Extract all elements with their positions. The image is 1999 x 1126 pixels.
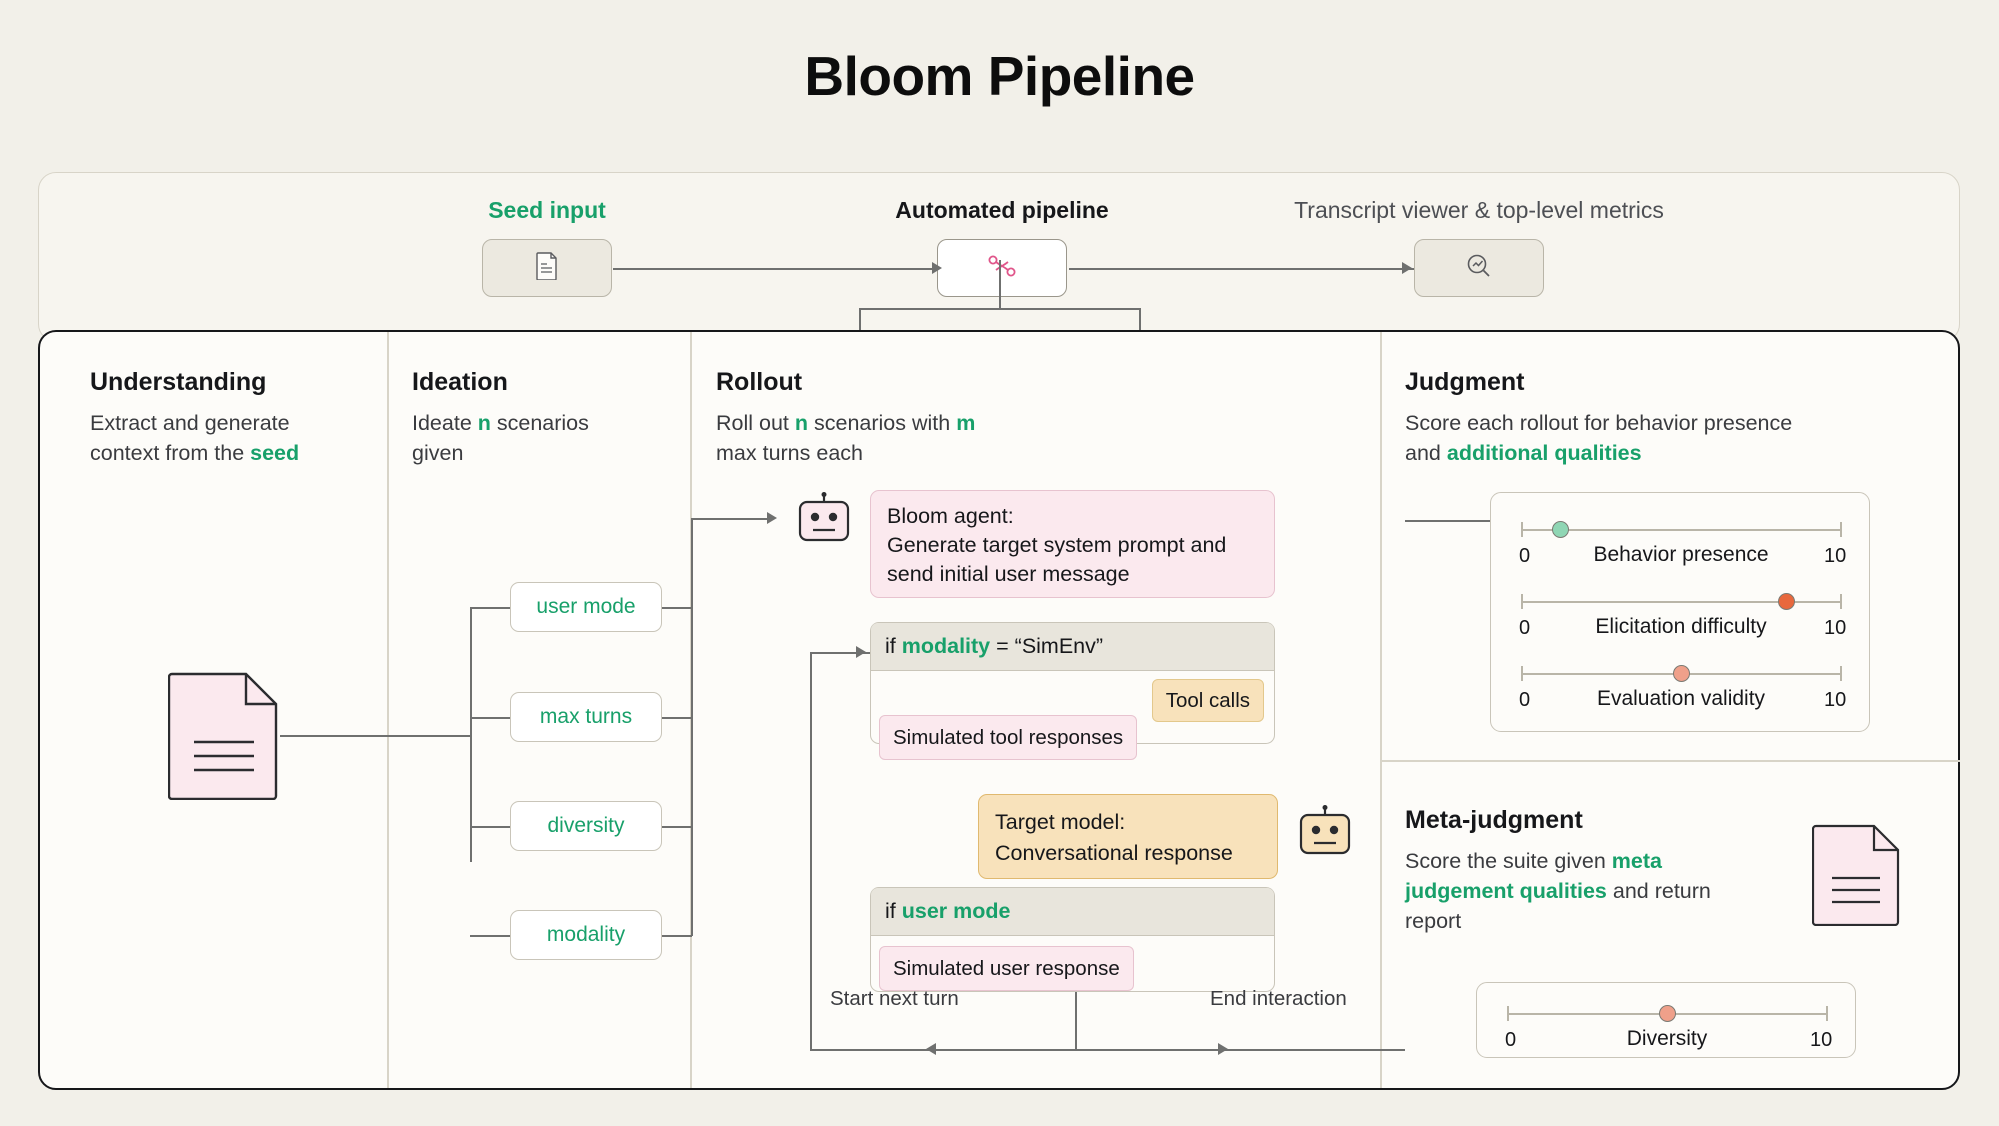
simenv-if: if [885,634,896,658]
rollout-sub-n: n [794,411,809,435]
metric-label-evaluation-validity: Evaluation validity [1596,687,1766,710]
metric-label-elicitation-difficulty: Elicitation difficulty [1595,615,1767,638]
metric-max-evaluation-validity: 10 [1824,689,1847,711]
rollout-sub-m: m [956,411,976,435]
tool-calls-chip: Tool calls [1152,679,1264,722]
metric-label-behavior-presence: Behavior presence [1593,543,1769,566]
loop-bottom-left [810,1049,1075,1051]
bracket-left-vertical [470,607,472,862]
bloom-agent-box [870,490,1275,598]
arrow-to-judgment [1405,520,1495,522]
target-model-heading: Target model: [995,810,1126,834]
user-mode-condition [871,888,1274,936]
pill-label-diversity: diversity [547,814,625,837]
bracket-to-pill-1 [470,607,510,609]
seed-input-box[interactable] [482,239,612,297]
arrow-seed-to-pipeline [613,268,933,270]
metric-cap-right-d [1826,1006,1828,1021]
divider-judgment-meta [1380,760,1960,762]
arrow-head-to-agent [767,512,777,524]
pill-out-4 [662,935,692,937]
label-start-next-turn: Start next turn [830,987,959,1010]
judgment-sub-qualities: additional qualities [1446,441,1642,465]
stage-label-automated-pipeline: Automated pipeline [895,197,1109,223]
pill-label-user-mode: user mode [536,595,636,618]
metric-cap-left-1 [1521,522,1523,537]
metric-cap-left-2 [1521,594,1523,609]
simenv-block [870,622,1275,749]
simenv-condition [871,623,1274,671]
ideation-sub-b: scenarios given [412,411,589,465]
main-panel [38,330,1960,1090]
line-doc-to-bracket [280,735,470,737]
rollout-sub-a: Roll out [716,411,795,435]
connector-left-leg [859,308,861,332]
pill-user-mode[interactable] [510,582,662,632]
meta-sub-qualities: meta judgement qualities [1405,849,1662,903]
metric-min-evaluation-validity: 0 [1519,689,1531,711]
document-icon [535,252,559,285]
metric-cap-right-2 [1840,594,1842,609]
column-title-judgment: Judgment [1405,368,1525,396]
ideation-sub-a: Ideate [412,411,478,435]
rollout-sub-c: max turns each [716,441,863,465]
simulated-user-response-chip: Simulated user response [879,946,1134,991]
pill-label-max-turns: max turns [539,705,633,728]
metric-min-elicitation-difficulty: 0 [1519,617,1531,639]
bracket-to-agent [691,518,768,520]
column-subtitle-ideation [412,408,642,468]
target-model-robot-icon [1298,805,1352,862]
metric-dot-diversity[interactable] [1659,1005,1676,1022]
bracket-to-pill-4 [470,935,510,937]
pill-out-3 [662,826,692,828]
metric-max-diversity: 10 [1810,1029,1833,1051]
column-title-rollout: Rollout [716,368,803,396]
connector-split [859,308,1140,310]
metric-min-diversity: 0 [1505,1029,1517,1051]
metric-dot-behavior-presence[interactable] [1552,521,1569,538]
stage-label-seed-input: Seed input [488,197,606,223]
judgment-metric-card [1490,492,1870,732]
ideation-sub-n: n [477,411,491,435]
pill-max-turns[interactable] [510,692,662,742]
automated-pipeline-box[interactable] [937,239,1067,297]
loop-left-vertical [810,652,812,1050]
pill-out-2 [662,717,692,719]
pipeline-nodes-icon [987,254,1017,283]
arrow-head-2 [1402,262,1412,274]
bloom-agent-heading: Bloom agent: [887,504,1014,528]
simenv-rest: = “SimEnv” [996,634,1104,658]
user-mode-block [870,887,1275,992]
loop-right-vertical [1075,992,1077,1050]
user-mode-var: user mode [901,899,1011,923]
column-subtitle-meta-judgment [1405,846,1745,936]
transcript-viewer-box[interactable] [1414,239,1544,297]
divider-rollout-judgment [1380,332,1382,1088]
arrow-pipeline-to-viewer [1069,268,1414,270]
top-band [38,172,1960,342]
metric-cap-right-1 [1840,522,1842,537]
metric-dot-evaluation-validity[interactable] [1673,665,1690,682]
target-model-box [978,794,1278,879]
bracket-to-pill-3 [470,826,510,828]
pill-out-1 [662,607,692,609]
user-mode-if: if [885,899,896,923]
column-subtitle-rollout [716,408,1006,468]
metric-max-behavior-presence: 10 [1824,545,1847,567]
pill-modality[interactable] [510,910,662,960]
column-title-ideation: Ideation [412,368,508,396]
understanding-document-icon [168,670,280,805]
stage-label-transcript-viewer: Transcript viewer & top-level metrics [1294,197,1664,223]
connector-down [999,260,1001,308]
metric-track-behavior-presence [1521,529,1841,531]
understanding-sub-a: Extract and generate context from the [90,411,290,465]
target-model-body: Conversational response [995,841,1233,865]
column-title-meta-judgment: Meta-judgment [1405,806,1583,834]
meta-sub-b: and return report [1405,879,1711,933]
bracket-to-pill-2 [470,717,510,719]
arrow-head-loop-simenv [856,646,866,658]
simulated-tool-responses-chip: Simulated tool responses [879,715,1137,760]
magnifier-chart-icon [1466,253,1492,284]
meta-judgment-document-icon [1812,822,1902,931]
column-subtitle-understanding [90,408,355,468]
pill-diversity[interactable] [510,801,662,851]
column-title-understanding: Understanding [90,368,267,396]
pill-label-modality: modality [546,923,626,946]
label-end-interaction: End interaction [1210,987,1347,1010]
loop-bottom-right [1075,1049,1405,1051]
meta-judgment-metric-card [1476,982,1856,1058]
arrow-head-1 [932,262,942,274]
arrow-head-end-interaction [1218,1043,1228,1055]
page-title: Bloom Pipeline [804,45,1195,107]
metric-max-elicitation-difficulty: 10 [1824,617,1847,639]
bloom-agent-body: Generate target system prompt and send initial user message [887,533,1227,586]
metric-cap-left-3 [1521,666,1523,681]
metric-min-behavior-presence: 0 [1519,545,1531,567]
divider-understanding-ideation [387,332,389,1088]
metric-cap-right-3 [1840,666,1842,681]
simenv-var: modality [901,634,991,658]
bloom-agent-robot-icon [797,492,851,549]
column-subtitle-judgment [1405,408,1825,468]
bracket-right-vertical [691,518,693,936]
arrow-head-start-turn [926,1043,936,1055]
metric-cap-left-d [1507,1006,1509,1021]
understanding-sub-seed: seed [250,441,300,465]
judgment-sub-a: Score each rollout for behavior presence and [1405,411,1793,465]
metric-label-diversity: Diversity [1626,1027,1708,1050]
meta-sub-a: Score the suite given [1405,849,1612,873]
metric-dot-elicitation-difficulty[interactable] [1778,593,1795,610]
connector-right-leg [1139,308,1141,332]
rollout-sub-b: scenarios with [808,411,957,435]
